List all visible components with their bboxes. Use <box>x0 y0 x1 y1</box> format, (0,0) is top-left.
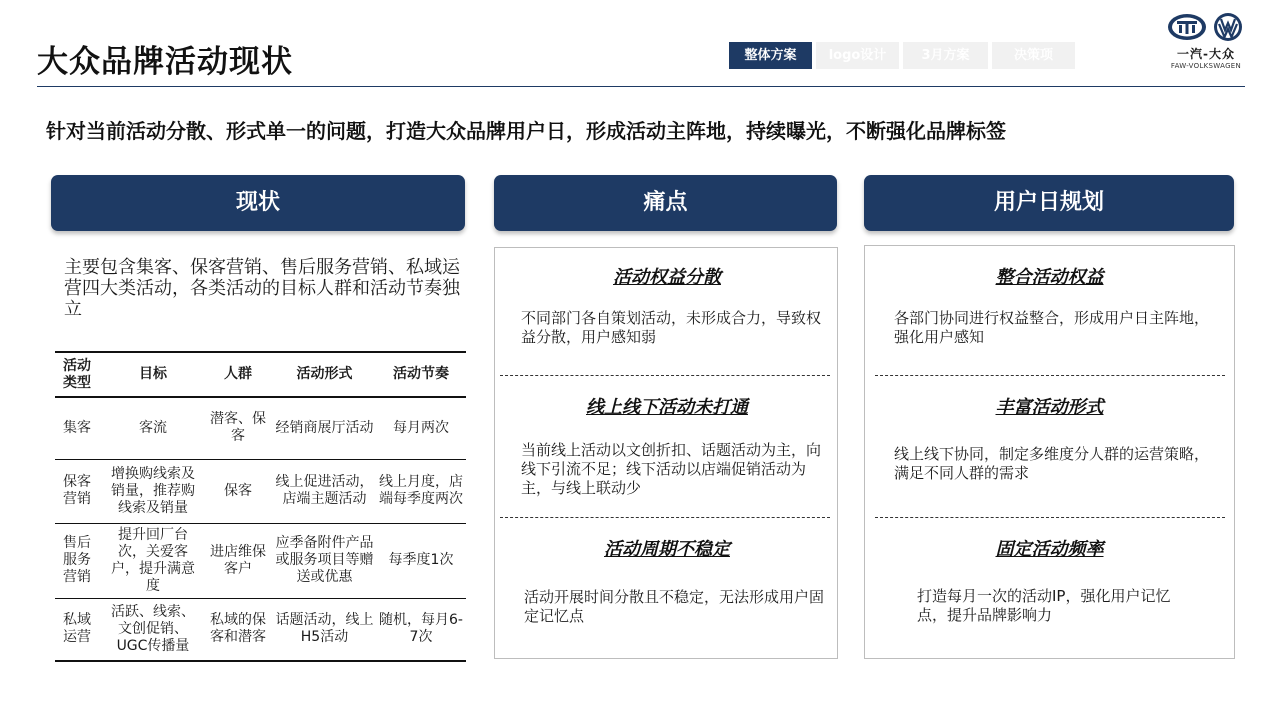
activity-table <box>55 351 466 662</box>
table-cell: 保客 <box>203 459 273 523</box>
section-divider <box>500 517 830 518</box>
table-cell: 集客 <box>55 397 103 459</box>
column-header-pain-points: 痛点 <box>494 175 837 231</box>
table-cell: 线上月度，店端每季度两次 <box>376 459 466 523</box>
page-subtitle: 针对当前活动分散、形式单一的问题，打造大众品牌用户日，形成活动主阵地，持续曝光，不断强化品牌标签 <box>46 119 1006 143</box>
table-header-cell: 活动类型 <box>55 352 103 397</box>
brand-name: 一汽-大众 <box>1177 47 1235 61</box>
pain-point-title: 活动周期不稳定 <box>604 539 730 560</box>
table-cell: 保客营销 <box>55 459 103 523</box>
table-cell: 活跃、线索、文创促销、UGC传播量 <box>103 598 203 661</box>
table-row <box>55 598 466 661</box>
tab-march-plan[interactable]: 3月方案 <box>903 42 988 69</box>
table-row <box>55 523 466 598</box>
pain-point-title: 线上线下活动未打通 <box>586 397 748 418</box>
plan-body: 打造每月一次的活动IP，强化用户记忆点，提升品牌影响力 <box>917 587 1171 624</box>
table-cell: 增换购线索及销量，推荐购线索及销量 <box>103 459 203 523</box>
table-cell: 提升回厂台次，关爱客户，提升满意度 <box>103 523 203 598</box>
table-header-row <box>55 352 466 397</box>
section-divider <box>875 375 1225 376</box>
table-cell: 私域的保客和潜客 <box>203 598 273 661</box>
section-divider <box>875 517 1225 518</box>
plan-title: 丰富活动形式 <box>995 397 1104 418</box>
table-cell: 潜客、保客 <box>203 397 273 459</box>
header-divider <box>37 86 1245 87</box>
status-intro: 主要包含集客、保客营销、售后服务营销、私域运营四大类活动，各类活动的目标人群和活动节奏独立 <box>64 257 460 320</box>
table-cell: 每季度1次 <box>376 523 466 598</box>
pain-point-title: 活动权益分散 <box>613 267 721 288</box>
brand-subtitle: FAW-VOLKSWAGEN <box>1170 62 1242 70</box>
table-cell: 应季备附件产品或服务项目等赠送或优惠 <box>273 523 376 598</box>
tab-logo-design[interactable]: logo设计 <box>816 42 899 69</box>
pain-point-body: 活动开展时间分散且不稳定，无法形成用户固定记忆点 <box>524 588 825 625</box>
pain-points-panel <box>494 247 838 659</box>
pain-point-body: 当前线上活动以文创折扣、话题活动为主，向线下引流不足；线下活动以店端促销活动为主，与线上联动少 <box>521 441 822 497</box>
plan-title: 整合活动权益 <box>995 267 1104 288</box>
table-header-cell: 人群 <box>203 352 273 397</box>
tab-decision-items[interactable]: 决策项 <box>992 42 1075 69</box>
table-row <box>55 459 466 523</box>
column-header-user-day-plan: 用户日规划 <box>864 175 1234 231</box>
table-cell: 每月两次 <box>376 397 466 459</box>
user-day-plan-panel <box>864 245 1235 659</box>
column-header-status: 现状 <box>51 175 465 231</box>
nav-tabs <box>729 42 1075 69</box>
table-cell: 随机，每月6-7次 <box>376 598 466 661</box>
table-cell: 话题活动，线上H5活动 <box>273 598 376 661</box>
table-header-cell: 活动节奏 <box>376 352 466 397</box>
plan-title: 固定活动频率 <box>995 539 1104 560</box>
table-cell: 售后服务营销 <box>55 523 103 598</box>
table-header-cell: 活动形式 <box>273 352 376 397</box>
section-divider <box>500 375 830 376</box>
plan-body: 各部门协同进行权益整合，形成用户日主阵地，强化用户感知 <box>894 309 1210 346</box>
pain-point-body: 不同部门各自策划活动，未形成合力，导致权益分散，用户感知弱 <box>521 309 822 346</box>
table-cell: 线上促进活动，店端主题活动 <box>273 459 376 523</box>
table-cell: 进店维保客户 <box>203 523 273 598</box>
table-cell: 客流 <box>103 397 203 459</box>
table-row <box>55 397 466 459</box>
tab-overall-plan[interactable]: 整体方案 <box>729 42 812 69</box>
plan-body: 线上线下协同，制定多维度分人群的运营策略，满足不同人群的需求 <box>894 445 1210 482</box>
table-cell: 经销商展厅活动 <box>273 397 376 459</box>
page-title: 大众品牌活动现状 <box>37 44 293 80</box>
table-cell: 私域运营 <box>55 598 103 661</box>
table-header-cell: 目标 <box>103 352 203 397</box>
